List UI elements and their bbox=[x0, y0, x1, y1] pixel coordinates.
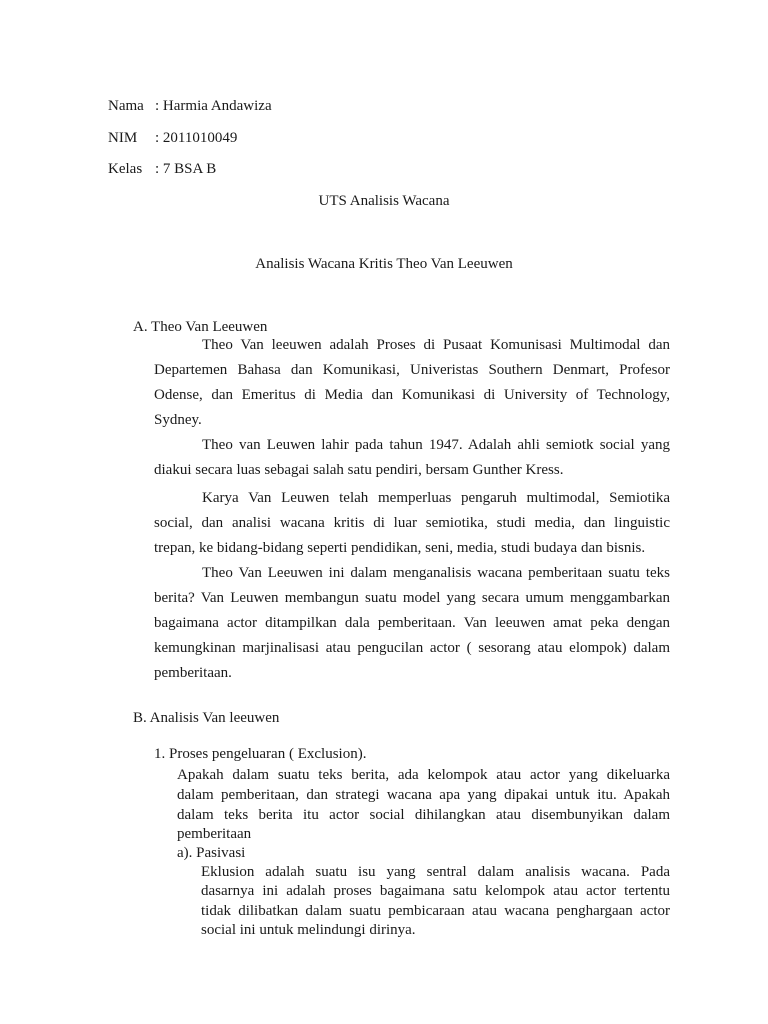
class-label: Kelas bbox=[108, 161, 143, 177]
paragraph-line: dalam teks berita itu actor social dihilangkan atau disembunyikan dalam bbox=[177, 807, 670, 823]
section-b-heading: B. Analisis Van leeuwen bbox=[133, 710, 280, 726]
paragraph-line: berita? Van Leuwen membangun suatu model yang secara umum menggambarkan bbox=[154, 590, 670, 606]
paragraph-line: Karya Van Leuwen telah memperluas pengaruh multimodal, Semiotika bbox=[202, 490, 670, 506]
class-value: : 7 BSA B bbox=[155, 161, 217, 177]
paragraph-line: tidak dilibatkan dalam suatu pembicaraan atau wacana penghargaan actor bbox=[201, 903, 670, 919]
section-a-heading: A. Theo Van Leeuwen bbox=[133, 319, 268, 335]
name-label: Nama bbox=[108, 98, 144, 114]
class-row bbox=[108, 160, 216, 178]
nim-label: NIM bbox=[108, 130, 138, 146]
name-row bbox=[108, 97, 272, 115]
nim-value: : 2011010049 bbox=[155, 130, 238, 146]
paragraph-line: Theo Van leeuwen adalah Proses di Pusaat Komunisasi Multimodal dan bbox=[202, 337, 670, 353]
paragraph-line: Eklusion adalah suatu isu yang sentral dalam analisis wacana. Pada bbox=[201, 864, 670, 880]
paragraph-line: social, dan analisi wacana kritis di luar semiotika, studi media, dan linguistic bbox=[154, 515, 670, 531]
paragraph-line: pemberitaan bbox=[177, 826, 252, 842]
nim-row bbox=[108, 129, 237, 147]
paragraph-line: Departemen Bahasa dan Komunikasi, Univeristas Southern Denmart, Profesor bbox=[154, 362, 670, 378]
paragraph-line: Sydney. bbox=[154, 412, 202, 428]
paragraph-line: social ini untuk melindungi dirinya. bbox=[201, 922, 416, 938]
paragraph-line: diakui secara luas sebagai salah satu pendiri, bersam Gunther Kress. bbox=[154, 462, 564, 478]
paragraph-line: dasarnya ini adalah proses bagaimana satu kelompok atau actor tertentu bbox=[201, 883, 670, 899]
list-item-heading: 1. Proses pengeluaran ( Exclusion). bbox=[154, 746, 367, 762]
paragraph-line: trepan, ke bidang-bidang seperti pendidikan, seni, media, studi budaya dan bisnis. bbox=[154, 540, 646, 556]
paragraph-line: pemberitaan. bbox=[154, 665, 232, 681]
paragraph-line: Odense, dan Emeritus di Media dan Komunikasi di University of Technology, bbox=[154, 387, 670, 403]
name-value: : Harmia Andawiza bbox=[155, 98, 272, 114]
paragraph-line: Apakah dalam suatu teks berita, ada kelompok atau actor yang dikeluarka bbox=[177, 767, 670, 783]
paragraph-line: kemungkinan marjinalisasi atau pengucilan actor ( sesorang atau elompok) dalam bbox=[154, 640, 670, 656]
page-title: UTS Analisis Wacana bbox=[318, 193, 450, 209]
paragraph-line: Theo Van Leeuwen ini dalam menganalisis wacana pemberitaan suatu teks bbox=[202, 565, 670, 581]
paragraph-line: bagaimana actor ditampilkan dala pemberitaan. Van leeuwen amat peka dengan bbox=[154, 615, 670, 631]
subsection-heading: a). Pasivasi bbox=[177, 845, 246, 861]
paragraph-line: dalam pemberitaan, dan strategi wacana apa yang dipakai untuk itu. Apakah bbox=[177, 787, 670, 803]
paragraph-line: Theo van Leuwen lahir pada tahun 1947. Adalah ahli semiotk social yang bbox=[202, 437, 670, 453]
page-subtitle: Analisis Wacana Kritis Theo Van Leeuwen bbox=[255, 256, 513, 272]
